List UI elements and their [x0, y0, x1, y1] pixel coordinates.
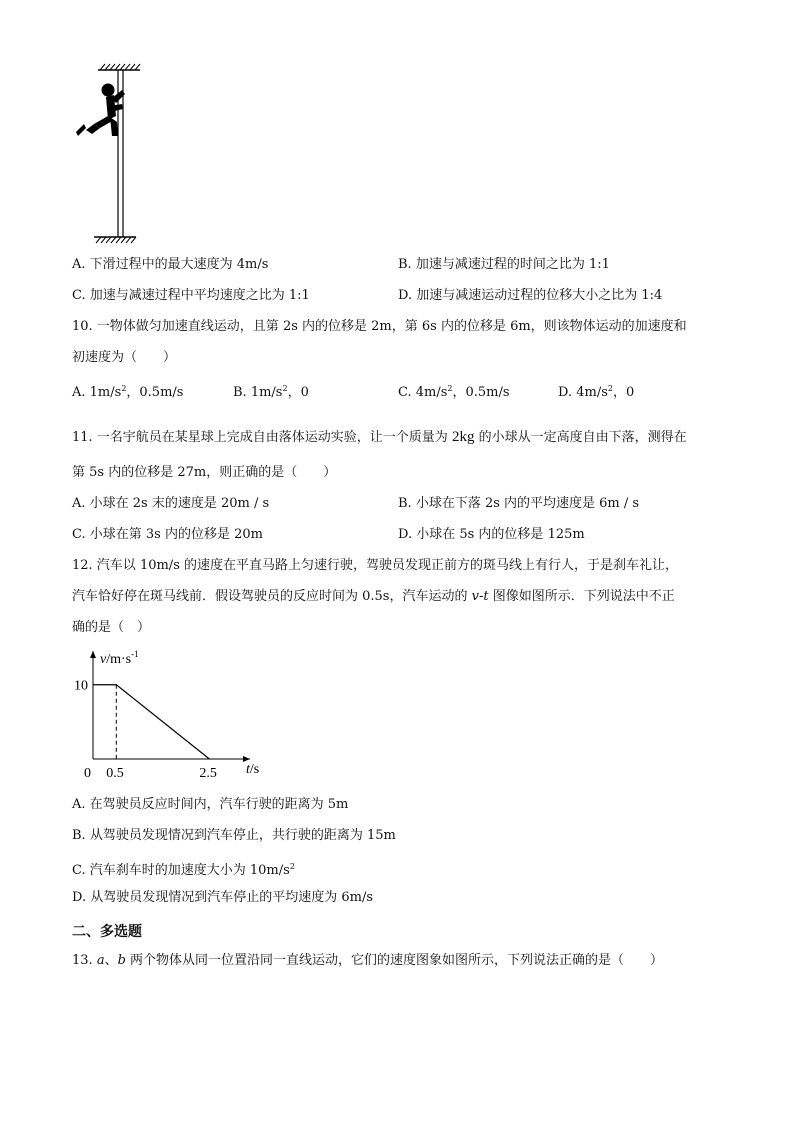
q11-option-a: A. 小球在 2s 末的速度是 20m / s	[72, 496, 270, 511]
q10-option-d: D. $4m/s^2$，0	[558, 384, 635, 400]
x-tick-label: 0.5	[106, 766, 124, 781]
q11-stem-line2: 第 5s 内的位移是 27m，则正确的是（ ）	[72, 465, 337, 480]
q12-stem-line3: 确的是（ ）	[72, 620, 151, 635]
q13-stem: 13. a、b 两个物体从同一位置沿同一直线运动，它们的速度图象如图所示，下列说法正确的是（ ）	[72, 953, 664, 968]
series-line	[93, 685, 209, 759]
q11-option-d: D. 小球在 5s 内的位移是 125m	[398, 527, 585, 542]
y-axis-label: $v/m\cdot s^{-1}$	[100, 649, 139, 667]
q10-stem-line1: 10. 一物体做匀加速直线运动，且第 2s 内的位移是 2m，第 6s 内的位移是 6m，则该物体运动的加速度和	[72, 319, 687, 334]
x-tick-label: 0	[84, 766, 91, 781]
q12-option-c: C. 汽车刹车时的加速度大小为 $10m/s^2$	[72, 862, 295, 878]
x-axis-label: t/s	[246, 762, 260, 777]
q11-option-b: B. 小球在下落 2s 内的平均速度是 6m / s	[398, 496, 640, 511]
vt-chart	[72, 645, 272, 785]
q12-stem-line2: 汽车恰好停在斑马线前．假设驾驶员的反应时间为 0.5s，汽车运动的 v-t 图像如图所示．下列说法中不正	[72, 589, 675, 604]
y-axis-arrow	[90, 651, 96, 658]
q9-option-b: B. 加速与减速过程的时间之比为 1:1	[398, 257, 610, 272]
y-tick-label: 10	[74, 678, 88, 694]
pole-climber-figure	[70, 62, 150, 247]
q12-option-b: B. 从驾驶员发现情况到汽车停止，共行驶的距离为 15m	[72, 828, 396, 843]
q12-option-d: D. 从驾驶员发现情况到汽车停止的平均速度为 6m/s	[72, 890, 374, 905]
x-tick-label: 2.5	[199, 766, 217, 781]
q12-stem-line1: 12. 汽车以 10m/s 的速度在平直马路上匀速行驶，驾驶员发现正前方的斑马线上有行人，于是刹车礼让，	[72, 558, 678, 573]
section-heading: 二、多选题	[72, 924, 142, 940]
q9-option-a: A. 下滑过程中的最大速度为 4m/s	[72, 257, 269, 272]
q9-option-c: C. 加速与减速过程中平均速度之比为 1:1	[72, 288, 310, 303]
q12-option-a: A. 在驾驶员反应时间内，汽车行驶的距离为 5m	[72, 797, 349, 812]
q10-option-c: C. $4m/s^2$，0.5m/s	[398, 384, 510, 400]
q10-option-b: B. $1m/s^2$，0	[233, 384, 309, 400]
q10-stem-line2: 初速度为（ ）	[72, 350, 177, 365]
q11-stem-line1: 11. 一名宇航员在某星球上完成自由落体运动实验，让一个质量为 2kg 的小球从一定高度自由下落，测得在	[72, 429, 687, 445]
q9-option-d: D. 加速与减速运动过程的位移大小之比为 1:4	[398, 288, 663, 303]
q11-option-c: C. 小球在第 3s 内的位移是 20m	[72, 527, 263, 542]
q10-option-a: A. $1m/s^2$，0.5m/s	[72, 384, 184, 400]
